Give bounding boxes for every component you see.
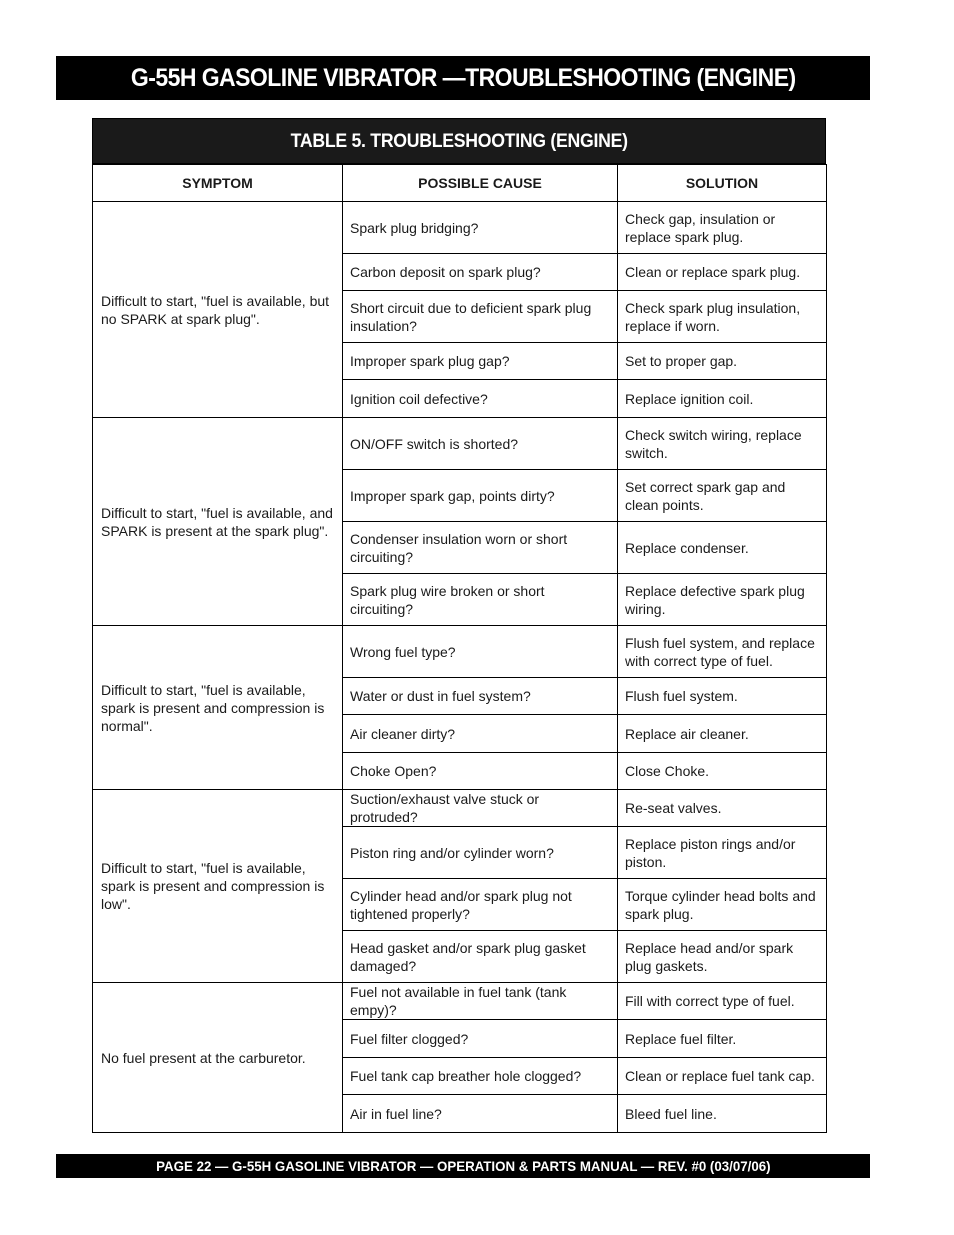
cause-cell: Fuel not available in fuel tank (tank empy)? bbox=[343, 983, 618, 1020]
solution-cell: Check spark plug insulation, replace if worn. bbox=[618, 291, 827, 343]
cause-cell: Fuel filter clogged? bbox=[343, 1020, 618, 1058]
solution-cell: Set correct spark gap and clean points. bbox=[618, 470, 827, 522]
header-solution: SOLUTION bbox=[618, 165, 827, 202]
footer-text: PAGE 22 — G-55H GASOLINE VIBRATOR — OPERATION & PARTS MANUAL — REV. #0 (03/07/06) bbox=[155, 1158, 771, 1174]
cause-cell: Improper spark gap, points dirty? bbox=[343, 470, 618, 522]
page-title-bar bbox=[56, 56, 870, 100]
solution-cell: Replace condenser. bbox=[618, 522, 827, 574]
table-row bbox=[93, 202, 827, 254]
cause-cell: Choke Open? bbox=[343, 753, 618, 790]
cause-cell: Water or dust in fuel system? bbox=[343, 678, 618, 715]
table-row bbox=[93, 983, 827, 1020]
table-row bbox=[93, 626, 827, 678]
symptom-cell: Difficult to start, "fuel is available, but no SPARK at spark plug". bbox=[93, 202, 343, 418]
cause-cell: Air cleaner dirty? bbox=[343, 715, 618, 753]
cause-cell: Head gasket and/or spark plug gasket damaged? bbox=[343, 931, 618, 983]
cause-cell: Piston ring and/or cylinder worn? bbox=[343, 827, 618, 879]
troubleshooting-grid bbox=[92, 164, 827, 1133]
cause-cell: Wrong fuel type? bbox=[343, 626, 618, 678]
solution-cell: Set to proper gap. bbox=[618, 343, 827, 380]
table-caption-text: TABLE 5. TROUBLESHOOTING (ENGINE) bbox=[290, 131, 628, 152]
symptom-cell: Difficult to start, "fuel is available, spark is present and compression is normal". bbox=[93, 626, 343, 790]
symptom-cell: Difficult to start, "fuel is available, and SPARK is present at the spark plug". bbox=[93, 418, 343, 626]
solution-cell: Clean or replace fuel tank cap. bbox=[618, 1058, 827, 1095]
symptom-cell: Difficult to start, "fuel is available, spark is present and compression is low". bbox=[93, 790, 343, 983]
page-title: G-55H GASOLINE VIBRATOR —TROUBLESHOOTING (ENGINE) bbox=[130, 64, 796, 92]
solution-cell: Clean or replace spark plug. bbox=[618, 254, 827, 291]
table-row bbox=[93, 790, 827, 827]
solution-cell: Check switch wiring, replace switch. bbox=[618, 418, 827, 470]
cause-cell: Condenser insulation worn or short circuiting? bbox=[343, 522, 618, 574]
solution-cell: Re-seat valves. bbox=[618, 790, 827, 827]
troubleshooting-table bbox=[92, 118, 826, 1133]
solution-cell: Check gap, insulation or replace spark plug. bbox=[618, 202, 827, 254]
symptom-cell: No fuel present at the carburetor. bbox=[93, 983, 343, 1133]
cause-cell: Fuel tank cap breather hole clogged? bbox=[343, 1058, 618, 1095]
solution-cell: Bleed fuel line. bbox=[618, 1095, 827, 1133]
table-body bbox=[93, 202, 827, 1133]
cause-cell: ON/OFF switch is shorted? bbox=[343, 418, 618, 470]
table-row bbox=[93, 418, 827, 470]
solution-cell: Replace piston rings and/or piston. bbox=[618, 827, 827, 879]
cause-cell: Suction/exhaust valve stuck or protruded? bbox=[343, 790, 618, 827]
table-header-row bbox=[93, 165, 827, 202]
solution-cell: Replace air cleaner. bbox=[618, 715, 827, 753]
cause-cell: Carbon deposit on spark plug? bbox=[343, 254, 618, 291]
solution-cell: Replace head and/or spark plug gaskets. bbox=[618, 931, 827, 983]
cause-cell: Spark plug wire broken or short circuiting? bbox=[343, 574, 618, 626]
solution-cell: Torque cylinder head bolts and spark plug. bbox=[618, 879, 827, 931]
header-symptom: SYMPTOM bbox=[93, 165, 343, 202]
table-caption bbox=[92, 118, 826, 164]
header-possible-cause: POSSIBLE CAUSE bbox=[343, 165, 618, 202]
solution-cell: Replace ignition coil. bbox=[618, 380, 827, 418]
cause-cell: Spark plug bridging? bbox=[343, 202, 618, 254]
solution-cell: Close Choke. bbox=[618, 753, 827, 790]
page-footer bbox=[56, 1154, 870, 1178]
solution-cell: Replace defective spark plug wiring. bbox=[618, 574, 827, 626]
cause-cell: Improper spark plug gap? bbox=[343, 343, 618, 380]
cause-cell: Short circuit due to deficient spark plug insulation? bbox=[343, 291, 618, 343]
cause-cell: Ignition coil defective? bbox=[343, 380, 618, 418]
solution-cell: Flush fuel system, and replace with correct type of fuel. bbox=[618, 626, 827, 678]
cause-cell: Air in fuel line? bbox=[343, 1095, 618, 1133]
solution-cell: Flush fuel system. bbox=[618, 678, 827, 715]
solution-cell: Fill with correct type of fuel. bbox=[618, 983, 827, 1020]
cause-cell: Cylinder head and/or spark plug not tightened properly? bbox=[343, 879, 618, 931]
solution-cell: Replace fuel filter. bbox=[618, 1020, 827, 1058]
